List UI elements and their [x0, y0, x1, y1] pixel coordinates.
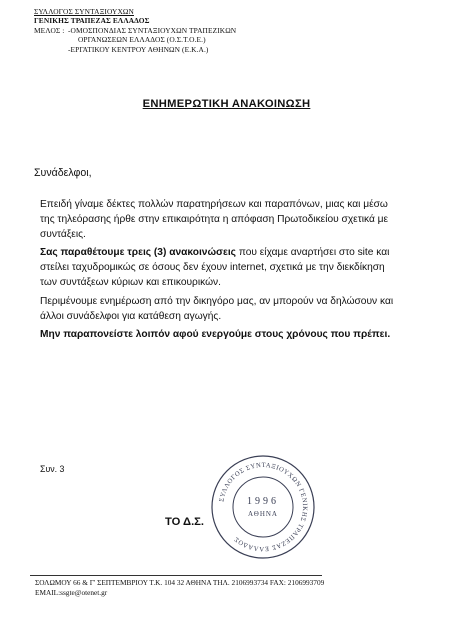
- association-stamp: [208, 452, 318, 562]
- enclosures-note: Συν. 3: [40, 464, 65, 474]
- paragraph-2-text: που είχαμε αναρτήσει στο site και στείλει ταχυδρομικώς σε όσους δεν έχουν internet, σχετικά με την διεκδίκηση των συντάξεων κύριων και επικουρικών.: [40, 247, 390, 288]
- signature: ΤΟ Δ.Σ.: [165, 516, 204, 528]
- membership-block: [34, 26, 334, 54]
- greeting: Συνάδελφοι,: [34, 167, 92, 179]
- footer-address: ΣΟΛΩΜΟΥ 66 & Γ' ΣΕΠΤΕΜΒΡΙΟΥ Τ.Κ. 104 32 ΑΘΗΝΑ ΤΗΛ. 2106993734 FAX: 2106993709: [35, 578, 325, 587]
- member-label: ΜΕΛΟΣ :: [34, 25, 65, 35]
- footer-divider: [30, 575, 322, 576]
- footer: [35, 578, 324, 598]
- org-bank: ΓΕΝΙΚΗΣ ΤΡΑΠΕΖΑΣ ΕΛΛΑΔΟΣ: [34, 16, 150, 26]
- paragraph-3: Περιμένουμε ενημέρωση από την δικηγόρο μας, αν μπορούν να δηλώσουν και άλλοι συνάδελφοι για κατάθεση αγωγής.: [40, 295, 394, 322]
- stamp-ring-text: ΣΥΛΛΟΓΟΣ ΣΥΝΤΑΞΙΟΥΧΩΝ ΓΕΝΙΚΗΣ ΤΡΑΠΕΖΑΣ ΕΛΛΑΔΟΣ: [218, 461, 309, 553]
- document-title: ΕΝΗΜΕΡΩΤΙΚΗ ΑΝΑΚΟΙΝΩΣΗ: [142, 98, 311, 110]
- stamp-year: 1996: [247, 496, 279, 507]
- paragraph-4: Μην παραπονείστε λοιπόν αφού ενεργούμε στους χρόνους που πρέπει.: [40, 329, 391, 341]
- footer-email: EMAIL:ssgte@otenet.gr: [35, 588, 108, 598]
- letterhead: [34, 7, 334, 54]
- stamp-city: ΑΘΗΝΑ: [248, 510, 278, 518]
- member-line-2: ΟΡΓΑΝΩΣΕΩΝ ΕΛΛΑΔΟΣ (Ο.Σ.Τ.Ο.Ε.): [78, 35, 206, 45]
- paragraph-2: [40, 246, 400, 290]
- member-line-3: -ΕΡΓΑΤΙΚΟΥ ΚΕΝΤΡΟΥ ΑΘΗΝΩΝ (Ε.Κ.Α.): [68, 44, 209, 54]
- paragraph-2-emphasis: Σας παραθέτουμε τρεις (3) ανακοινώσεις: [40, 247, 236, 259]
- paragraph-1: Επειδή γίναμε δέκτες πολλών παρατηρήσεων και παραπόνων, μιας και μέσω της τηλεόρασης ήρθε στην επικαιρότητα η απόφαση Πρωτοδικείου σχετικά με συντάξεις.: [40, 199, 389, 240]
- letter-body: [40, 198, 400, 347]
- org-name: ΣΥΛΛΟΓΟΣ ΣΥΝΤΑΞΙΟΥΧΩΝ: [34, 7, 134, 16]
- svg-text:ΣΥΛΛΟΓΟΣ ΣΥΝΤΑΞΙΟΥΧΩΝ ΓΕΝΙΚΗΣ: [218, 462, 308, 552]
- member-line-1: -ΟΜΟΣΠΟΝΔΙΑΣ ΣΥΝΤΑΞΙΟΥΧΩΝ ΤΡΑΠΕΖΙΚΩΝ: [68, 25, 237, 35]
